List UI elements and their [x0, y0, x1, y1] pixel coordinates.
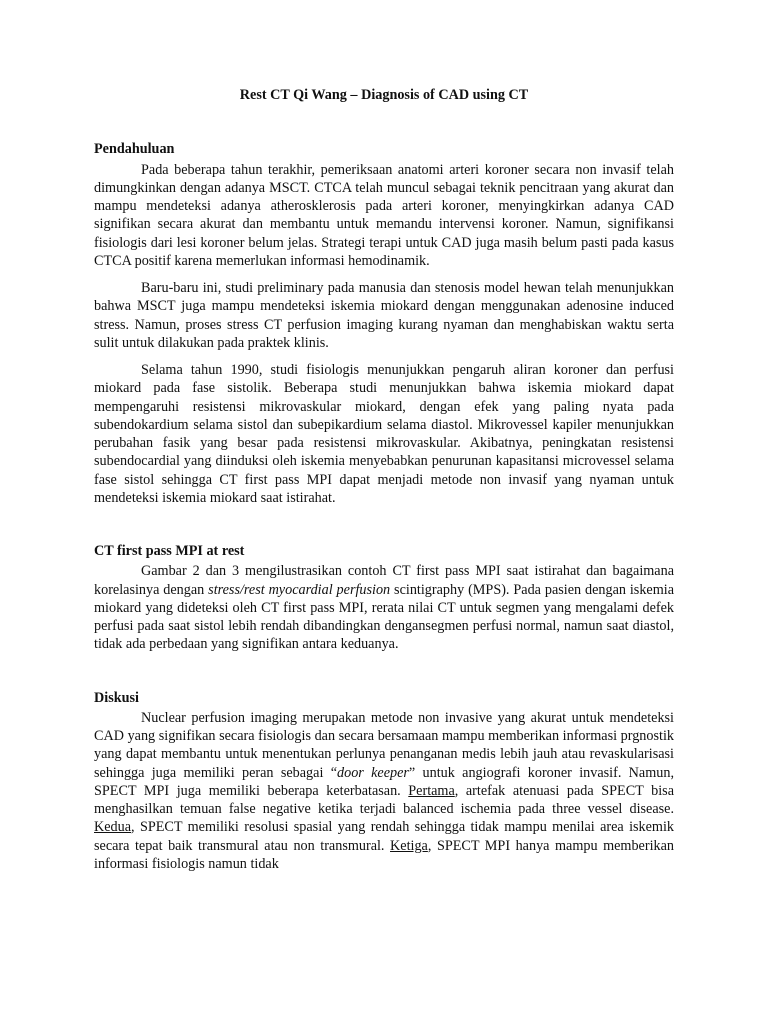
underlined-term: Ketiga	[390, 837, 428, 854]
underlined-term: Pertama	[408, 782, 455, 799]
paragraph: Selama tahun 1990, studi fisiologis menunjukkan pengaruh aliran koroner dan perfusi miokard pada fase sistolik. Beberapa studi menunjukkan bahwa iskemia miokard dapat mempengaruhi resistensi mikrovaskular miokard, dengan efek yang paling nyata pada subendokardium selama sistol dan subepikardium selama diastol. Mikrovessel kapiler menunjukkan perubahan fasik yang besar pada resistensi mikrovaskular. Akibatnya, peningkatan resistensi subendocardial yang diinduksi oleh iskemia menyebabkan penurunan kapasitansi microvessel selama fase sistol sehingga CT first pass MPI dapat menjadi metode non invasif yang nyaman untuk mendeteksi iskemia miokard saat istirahat.	[94, 362, 674, 506]
section-heading: CT first pass MPI at rest	[94, 543, 245, 559]
section-ct-first-pass	[94, 542, 674, 654]
paragraph: Baru-baru ini, studi preliminary pada manusia dan stenosis model hewan telah menunjukkan bahwa MSCT juga mampu mendeteksi iskemia miokard dengan menggunakan adenosine induced stress. Namun, proses stress CT perfusion imaging kurang nyaman dan menghabiskan waktu serta sulit untuk dilakukan pada praktek klinis.	[94, 280, 674, 351]
paragraph: Pada beberapa tahun terakhir, pemeriksaan anatomi arteri koroner secara non invasif telah dimungkinkan dengan adanya MSCT. CTCA telah muncul sebagai teknik pencitraan yang akurat dan mampu mendeteksi adanya atherosklerosis pada arteri koroner, menyingkirkan adanya CAD signifikan secara akurat dan membantu untuk memandu intervensi koroner. Namun, signifikansi fisiologis dari lesi koroner belum jelas. Strategi terapi untuk CAD juga masih belum pasti pada kasus CTCA positif karena memerlukan informasi hemodinamik.	[94, 161, 674, 269]
paragraph	[94, 562, 674, 653]
paragraph-text: Nuclear perfusion imaging merupakan metode non invasive yang akurat untuk mendeteksi CAD yang signifikan secara fisiologis dan secara bersamaan mampu memberikan informasi prgnostik yang dapat membantu untuk menentukan perlunya penanganan medis lebih jauh atau revaskularisasi sehingga juga memiliki peran sebagai “	[94, 709, 674, 781]
section-heading: Pendahuluan	[94, 141, 175, 158]
paragraph-text: ” untuk angiografi koroner invasif. Namun, SPECT MPI juga memiliki beberapa keterbatasan.	[94, 764, 674, 799]
section-heading: Diskusi	[94, 689, 139, 706]
paragraph-text: Gambar 2 dan 3 mengilustrasikan contoh CT first pass MPI saat istirahat dan bagaimana korelasinya dengan	[94, 563, 674, 598]
paragraph-text: , SPECT memiliki resolusi spasial yang rendah sehingga tidak mampu menilai area iskemik secara tepat baik transmural atau non transmural.	[94, 819, 674, 854]
underlined-term: Kedua	[94, 819, 132, 836]
document-title: Rest CT Qi Wang – Diagnosis of CAD using CT	[239, 87, 529, 103]
paragraph-text: , artefak atenuasi pada SPECT bisa menghasilkan temuan false negative ketika terjadi balanced ischemia pada three vessel disease.	[94, 782, 674, 817]
document-page	[94, 78, 674, 873]
section-pendahuluan	[94, 140, 674, 507]
section-diskusi	[94, 689, 674, 874]
paragraph-text: , SPECT MPI hanya mampu memberikan informasi fisiologis namun tidak	[94, 837, 675, 872]
italic-term: door keeper	[337, 764, 409, 781]
paragraph	[94, 709, 674, 873]
italic-term: stress/rest myocardial perfusion	[208, 581, 391, 598]
paragraph-text: scintigraphy (MPS). Pada pasien dengan iskemia miokard yang dideteksi oleh CT first pass MPI, rerata nilai CT untuk segmen yang mengalami defek perfusi pada saat sistol lebih rendah dibandingkan dengansegmen perfusi normal, namun saat diastol, tidak ada perbedaan yang signifikan antara keduanya.	[94, 581, 674, 653]
